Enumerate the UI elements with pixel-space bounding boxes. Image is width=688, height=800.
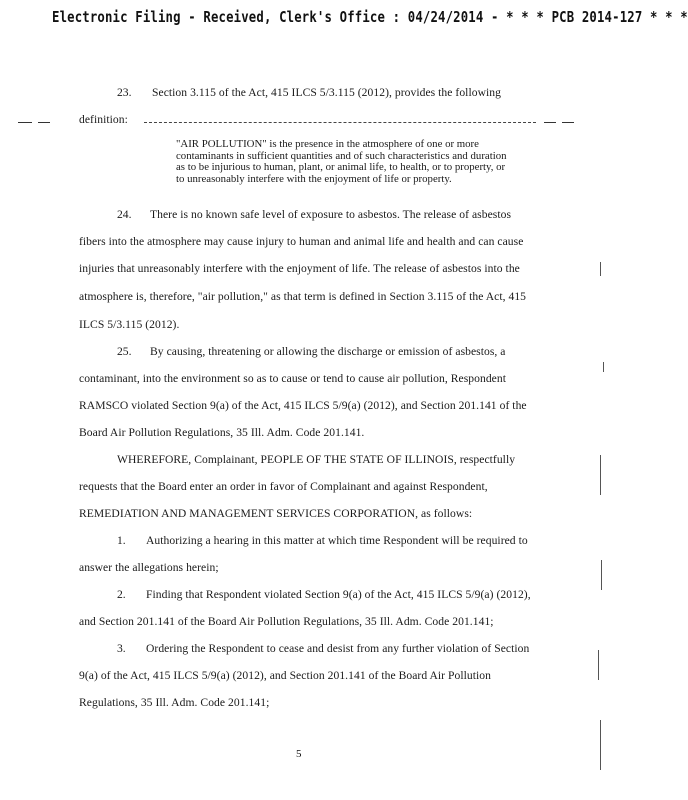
electronic-filing-stamp: Electronic Filing - Received, Clerk's Office : 04/24/2014 - * * * PCB 2014-127 * * * bbox=[52, 8, 688, 26]
paragraph-24-line-1: There is no known safe level of exposure to asbestos. The release of asbestos bbox=[150, 208, 512, 221]
paragraph-25-line-3: RAMSCO violated Section 9(a) of the Act, 415 ILCS 5/9(a) (2012), and Section 201.141 of the bbox=[79, 399, 527, 412]
item-2-line-2: and Section 201.141 of the Board Air Pollution Regulations, 35 Ill. Adm. Code 201.141; bbox=[79, 615, 494, 628]
quote-line-4: to unreasonably interfere with the enjoyment of life or property. bbox=[176, 172, 452, 185]
paragraph-24-line-3: injuries that unreasonably interfere with the enjoyment of life. The release of asbestos into the bbox=[79, 262, 520, 275]
wherefore-line-1: WHEREFORE, Complainant, PEOPLE OF THE STATE OF ILLINOIS, respectfully bbox=[117, 453, 516, 466]
paragraph-25-number: 25. bbox=[117, 345, 132, 358]
item-3-number: 3. bbox=[117, 642, 126, 655]
quote-line-1: "AIR POLLUTION" is the presence in the atmosphere of one or more bbox=[176, 138, 479, 150]
paragraph-25-line-2: contaminant, into the environment so as to cause or tend to cause air pollution, Respondent bbox=[79, 372, 506, 385]
scan-artifact-rule bbox=[144, 122, 536, 123]
scan-edge-mark bbox=[603, 362, 604, 372]
paragraph-23-line-2: definition: bbox=[79, 113, 128, 126]
definition-block-quote bbox=[176, 139, 546, 185]
scan-dash-left-1 bbox=[18, 122, 32, 123]
scan-dash-right-1 bbox=[544, 122, 556, 123]
item-1-line-2: answer the allegations herein; bbox=[79, 561, 219, 574]
scan-edge-mark bbox=[600, 720, 601, 770]
wherefore-line-2: requests that the Board enter an order in favor of Complainant and against Respondent, bbox=[79, 480, 488, 493]
wherefore-line-3: REMEDIATION AND MANAGEMENT SERVICES CORPORATION, as follows: bbox=[79, 507, 473, 520]
scan-edge-mark bbox=[601, 560, 602, 590]
paragraph-23-line-1: Section 3.115 of the Act, 415 ILCS 5/3.115 (2012), provides the following bbox=[152, 86, 501, 99]
quote-line-3: as to be injurious to human, plant, or animal life, to health, or to property, or bbox=[176, 161, 506, 174]
page-number: 5 bbox=[296, 748, 302, 760]
item-2-line-1: Finding that Respondent violated Section 9(a) of the Act, 415 ILCS 5/9(a) (2012), bbox=[146, 588, 531, 601]
item-2-number: 2. bbox=[117, 588, 126, 601]
item-1-line-1: Authorizing a hearing in this matter at which time Respondent will be required to bbox=[146, 534, 528, 547]
scan-dash-left-2 bbox=[38, 122, 50, 123]
item-1-number: 1. bbox=[117, 534, 126, 547]
paragraph-24-line-4: atmosphere is, therefore, "air pollution," as that term is defined in Section 3.115 of the Act, 415 bbox=[79, 290, 527, 303]
quote-line-2: contaminants in sufficient quantities and of such characteristics and duration bbox=[176, 149, 507, 162]
item-3-line-1: Ordering the Respondent to cease and desist from any further violation of Section bbox=[146, 642, 530, 655]
paragraph-23-number: 23. bbox=[117, 86, 132, 99]
paragraph-24-number: 24. bbox=[117, 208, 132, 221]
item-3-line-3: Regulations, 35 Ill. Adm. Code 201.141; bbox=[79, 696, 270, 709]
scan-edge-mark bbox=[600, 455, 601, 495]
paragraph-25-line-4: Board Air Pollution Regulations, 35 Ill. Adm. Code 201.141. bbox=[79, 426, 365, 439]
item-3-line-2: 9(a) of the Act, 415 ILCS 5/9(a) (2012), and Section 201.141 of the Board Air Pollution bbox=[79, 669, 491, 682]
paragraph-25-line-1: By causing, threatening or allowing the discharge or emission of asbestos, a bbox=[150, 345, 506, 358]
paragraph-24-line-2: fibers into the atmosphere may cause injury to human and animal life and health and can cause bbox=[79, 235, 524, 248]
scan-edge-mark bbox=[600, 262, 601, 276]
paragraph-24-line-5: ILCS 5/3.115 (2012). bbox=[79, 318, 180, 331]
scan-dash-right-2 bbox=[562, 122, 574, 123]
scan-edge-mark bbox=[598, 650, 599, 680]
